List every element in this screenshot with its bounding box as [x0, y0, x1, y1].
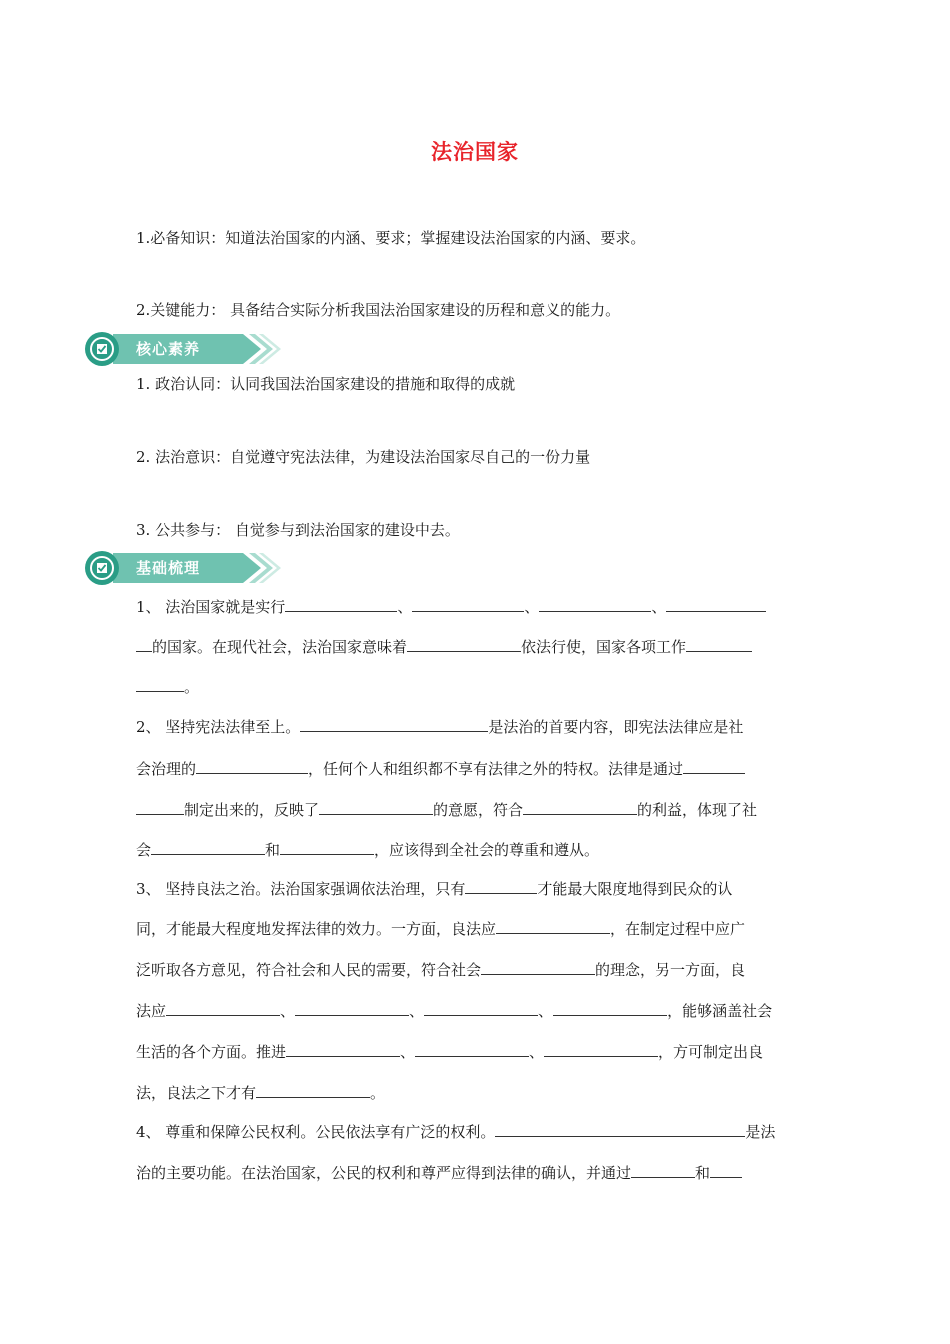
- answer-blank: [407, 635, 521, 652]
- section-banner-core-literacy: [83, 330, 283, 368]
- text-segment: ，任何个人和组织都不享有法律之外的特权。法律是通过: [308, 760, 684, 778]
- answer-blank: [300, 715, 488, 732]
- goal-ability: 2.关键能力： 具备结合实际分析我国法治国家建设的历程和意义的能力。: [136, 301, 621, 319]
- text-segment: 的利益，体现了社: [637, 801, 758, 819]
- text-segment: ，方可制定出良: [658, 1043, 764, 1061]
- paragraph-3-line-3: [136, 958, 806, 980]
- text-segment: 生活的各个方面。推进: [136, 1043, 287, 1061]
- text-segment: 2、 坚持宪法法律至上。: [136, 718, 301, 736]
- text-segment: 3、 坚持良法之治。法治国家强调依法治理，只有: [136, 880, 466, 898]
- text-segment: 法应: [136, 1002, 167, 1020]
- paragraph-3-line-2: [136, 917, 806, 939]
- text-segment: 才能最大限度地得到民众的认: [537, 880, 733, 898]
- text-segment: 的国家。在现代社会，法治国家意味着: [152, 638, 408, 656]
- text-segment: 会: [136, 841, 152, 859]
- answer-blank: [544, 1040, 658, 1057]
- paragraph-3-line-5: [136, 1040, 806, 1062]
- paragraph-2-line-2: [136, 757, 806, 779]
- text-segment: 、: [280, 1002, 296, 1020]
- answer-blank: [256, 1081, 370, 1098]
- text-segment: 、: [651, 598, 667, 616]
- answer-blank: [196, 757, 308, 774]
- text-segment: 和: [265, 841, 281, 859]
- text-segment: ，能够涵盖社会: [667, 1002, 773, 1020]
- text-segment: 治的主要功能。在法治国家，公民的权利和尊严应得到法律的确认，并通过: [136, 1164, 632, 1182]
- section-label: 基础梳理: [136, 559, 201, 577]
- text-segment: 、: [529, 1043, 545, 1061]
- text-segment: 制定出来的，反映了: [184, 801, 320, 819]
- paragraph-2-line-4: [136, 838, 806, 860]
- paragraph-3-line-1: [136, 877, 806, 899]
- answer-blank: [683, 757, 745, 774]
- page-title: 法治国家: [431, 140, 519, 164]
- paragraph-1-line-2: [136, 635, 806, 657]
- answer-blank: [286, 1040, 400, 1057]
- answer-blank: [523, 798, 637, 815]
- section-label: 核心素养: [136, 340, 201, 358]
- list-item: 3. 公共参与： 自觉参与到法治国家的建设中去。: [136, 521, 460, 539]
- text-segment: 同，才能最大程度地发挥法律的效力。一方面，良法应: [136, 920, 497, 938]
- answer-blank: [412, 595, 524, 612]
- answer-blank: [151, 838, 265, 855]
- section-banner-basics: [83, 549, 283, 587]
- text-segment: 。: [184, 678, 200, 696]
- answer-blank: [285, 595, 397, 612]
- text-segment: 泛听取各方意见，符合社会和人民的需要，符合社会: [136, 961, 482, 979]
- text-segment: ，在制定过程中应广: [610, 920, 746, 938]
- list-item: 1. 政治认同：认同我国法治国家建设的措施和取得的成就: [136, 375, 516, 393]
- answer-blank: [495, 1120, 745, 1137]
- text-segment: 4、 尊重和保障公民权利。公民依法享有广泛的权利。: [136, 1123, 496, 1141]
- answer-blank: [710, 1161, 742, 1178]
- answer-blank: [136, 798, 184, 815]
- answer-blank: [295, 999, 409, 1016]
- answer-blank: [166, 999, 280, 1016]
- paragraph-3-line-6: [136, 1081, 806, 1103]
- text-segment: 依法行使，国家各项工作: [521, 638, 687, 656]
- text-segment: 1、 法治国家就是实行: [136, 598, 286, 616]
- paragraph-4-line-2: [136, 1161, 806, 1183]
- text-segment: 、: [400, 1043, 416, 1061]
- answer-blank: [136, 675, 184, 692]
- answer-blank: [481, 958, 595, 975]
- answer-blank: [666, 595, 766, 612]
- answer-blank: [539, 595, 651, 612]
- paragraph-1-line-3: [136, 675, 806, 697]
- answer-blank: [319, 798, 433, 815]
- answer-blank: [553, 999, 667, 1016]
- text-segment: ，应该得到全社会的尊重和遵从。: [374, 841, 600, 859]
- text-segment: 是法治的首要内容，即宪法法律应是社: [488, 718, 744, 736]
- answer-blank: [496, 917, 610, 934]
- answer-blank: [631, 1161, 695, 1178]
- text-segment: 会治理的: [136, 760, 197, 778]
- paragraph-2-line-1: [136, 715, 806, 737]
- text-segment: 、: [409, 1002, 425, 1020]
- answer-blank: [686, 635, 752, 652]
- answer-blank: [424, 999, 538, 1016]
- answer-blank: [280, 838, 374, 855]
- paragraph-1-line-1: [136, 595, 806, 617]
- text-segment: 和: [695, 1164, 711, 1182]
- answer-blank: [465, 877, 537, 894]
- text-segment: 法，良法之下才有: [136, 1084, 257, 1102]
- text-segment: 、: [397, 598, 413, 616]
- answer-blank: [415, 1040, 529, 1057]
- text-segment: 。: [370, 1084, 386, 1102]
- goal-knowledge: 1.必备知识：知道法治国家的内涵、要求；掌握建设法治国家的内涵、要求。: [136, 229, 646, 247]
- paragraph-2-line-3: [136, 798, 806, 820]
- answer-blank: [136, 635, 152, 652]
- text-segment: 、: [538, 1002, 554, 1020]
- paragraph-4-line-1: [136, 1120, 806, 1142]
- paragraph-3-line-4: [136, 999, 806, 1021]
- list-item: 2. 法治意识：自觉遵守宪法法律，为建设法治国家尽自己的一份力量: [136, 448, 591, 466]
- text-segment: 的理念，另一方面，良: [595, 961, 746, 979]
- text-segment: 、: [524, 598, 540, 616]
- text-segment: 是法: [745, 1123, 776, 1141]
- text-segment: 的意愿，符合: [433, 801, 524, 819]
